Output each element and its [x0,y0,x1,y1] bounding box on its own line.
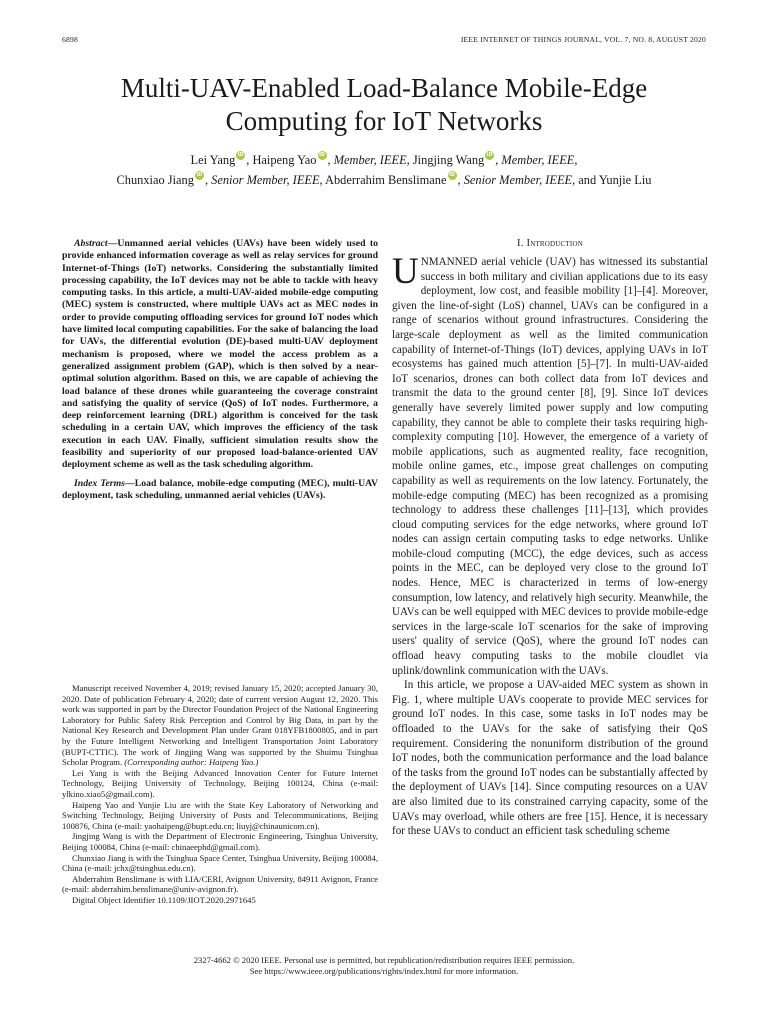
title-line-2: Computing for IoT Networks [225,106,543,136]
orcid-icon[interactable] [485,151,494,160]
section-title: Introduction [526,238,583,249]
author-line-2 [40,170,728,190]
left-column [62,238,378,512]
journal-name: IEEE INTERNET OF THINGS JOURNAL, VOL. 7, NO. 8, AUGUST 2020 [460,35,706,44]
paper-title [40,72,728,138]
section-heading [392,238,708,249]
orcid-icon[interactable] [236,151,245,160]
copyright-line: 2327-4662 © 2020 IEEE. Personal use is permitted, but republication/redistribution requires IEEE permission. [193,955,575,965]
footnote-affiliation: Lei Yang is with the Beijing Advanced Innovation Center for Future Internet Technology, Beijing University of Technology, Beijing 100124, China (e-mail: ylkino.xiao5@gmail.com). [62,767,378,799]
right-column [392,238,708,839]
index-terms-label: Index Terms [74,477,125,489]
running-header [62,35,706,47]
author-role: , Senior Member, IEEE [204,173,320,187]
author-name: , and Yunjie Liu [572,173,652,187]
rights-link-line: See https://www.ieee.org/publications/rights/index.html for more information. [249,966,519,976]
intro-paragraph-2: In this article, we propose a UAV-aided MEC system as shown in Fig. 1, where multiple UAVs cooperate to provide MEC services for ground IoT nodes. In this case, some tasks in IoT nodes may be offloaded to the UAVs for the sake of satisfying their QoS requirement. Considering the nonuniform distribution of the ground IoT nodes, both the communication performance and the load balance of the tasks from the ground IoT nodes can be substantially affected by the deployment of UAVs [14]. Since computing resources on a UAV are also limited due to its constrained carrying capacity, some of the UAVs may overload, while others are free [15]. Hence, it is necessary for these UAVs to conduct an efficient task scheduling scheme [392,679,708,838]
footnote-doi: Digital Object Identifier 10.1109/JIOT.2020.2971645 [72,894,256,905]
author-name: Chunxiao Jiang [116,173,194,187]
paragraph-text: aerial vehicle (UAV) has witnessed its substantial success in both military and civilian applications due to its easy deployment, low cost, and feasible mobility [1]–[4]. Moreover, given the line-of-sight (LoS) channel, UAVs can be configured in a range of scenarios without ground infrastructures. Considering the large-scale deployment as well as the limited communication capability of Internet-of-Things (IoT) devices, applying UAVs in IoT ecosystems has gained much attention [5]–[7]. In multi-UAV-aided IoT scenarios, drones can both collect data from IoT devices and transmit the data to the ground center [8], [9]. Since IoT devices generally have severely limited power supply and low computing capability, they cannot be able to complete their tasks requiring high-complexity computing [10]. However, the emergence of a variety of mobile applications, such as augmented reality, face recognition, mobile online games, etc., impose great challenges on computing capability as well as requirements on the low latency. Fortunately, the mobile-edge computing (MEC) has been recognized as a promising technology to address these challenges [11]–[13], which provides cloud computing services for the edge networks, where ground IoT nodes can assign certain computing tasks to edge networks. Unlike mobile-cloud computing (MCC), the edge devices, such as access points in the MEC, can be deployed very close to the ground IoT nodes. Hence, MEC is characterized in terms of low-energy consumption, low latency, and relatively high security. Meanwhile, the UAVs can be well equipped with MEC devices to provide mobile-edge services in the large-scale IoT scenarios for the sake of improving users' quality of service (QoS), where the ground IoT nodes can offload heavy computing tasks to the mobile cloudlet via uplink/downlink communication with the UAVs. [392,256,708,677]
footnote-manuscript [62,683,378,768]
author-list [40,150,728,190]
section-number: I. [517,238,527,249]
author-name: , Haipeng Yao [246,153,317,167]
abstract-text: —Unmanned aerial vehicles (UAVs) have been widely used to provide enhanced information coverage as well as relay services for ground Internet-of-Things (IoT) networks. Considering the substantially limited processing capability, the IoT devices may not be able to tackle with heavy computing tasks. In this article, a multi-UAV-aided mobile-edge computing (MEC) system is constructed, where multiple UAVs act as MEC nodes in order to provide computing offloading services for ground IoT nodes which have limited local computing capabilities. For the sake of balancing the load for UAVs, the differential evolution (DE)-based multi-UAV deployment mechanism is proposed, where we model the access problem as a generalized assignment problem (GAP), which is then solved by a near-optimal solution algorithm. Based on this, we are capable of achieving the load balance of these drones while guaranteeing the coverage constraint and satisfying the quality of service (QoS) of IoT nodes. Furthermore, a deep reinforcement learning (DRL) algorithm is conceived for the task scheduling in a certain UAV, which improves the efficiency of the task execution in each UAV. Finally, sufficient simulation results show the feasibility and superiority of our proposed load-balance-oriented UAV deployment scheme as well as the task scheduling algorithm. [62,238,378,471]
author-role: , Member, IEEE [327,153,407,167]
footnote-affiliation: Haipeng Yao and Yunjie Liu are with the State Key Laboratory of Networking and Switching Technology, Beijing University of Posts and Telecommunications, Beijing 100876, China (e-mail: yaohaipeng@bupt.edu.cn; liuyj@chinaunicom.cn). [62,799,378,831]
footnote-text: Manuscript received November 4, 2019; revised January 15, 2020; accepted January 30, 2020. Date of publication February 4, 2020; date of current version August 12, 2020. This work was supported in part by the Director Foundation Project of the National Engineering Laboratory for Public Safety Risk Perception and Control by Big Data, in part by the National Key Research and Development Plan under Grant 018YFB1800805, and in part by the Future Intelligent Networking and Intelligent Transportation Joint Laboratory (BUPT-CTTIC). The work of Jingjing Wang was supported by the Shuimu Tsinghua Scholar Program. [62,683,378,768]
orcid-icon[interactable] [318,151,327,160]
abstract [62,238,378,472]
author-name: Lei Yang [190,153,236,167]
drop-cap: U [392,251,419,292]
orcid-icon[interactable] [195,171,204,180]
author-role: , Member, IEEE, [495,153,578,167]
footnote-affiliation: Chunxiao Jiang is with the Tsinghua Space Center, Tsinghua University, Beijing 100084, China (e-mail: jchx@tsinghua.edu.cn). [62,852,378,874]
author-name: , Abderrahim Benslimane [319,173,447,187]
author-line-1 [40,150,728,170]
corresponding-author: (Corresponding author: Haipeng Yao.) [124,757,259,768]
page-number: 6898 [62,35,78,44]
copyright-footer [40,955,728,977]
index-terms [62,478,378,503]
title-line-1: Multi-UAV-Enabled Load-Balance Mobile-Edge [120,73,648,103]
footnote-affiliation: Jingjing Wang is with the Department of Electronic Engineering, Tsinghua University, Beijing 100084, China (e-mail: chinaeephd@gmail.com). [62,831,378,852]
footnotes [62,683,378,905]
footnote-affiliation: Abderrahim Benslimane is with LIA/CERI, Avignon University, 84911 Avignon, France (e-mail: abderrahim.benslimane@univ-avignon.fr). [62,873,378,895]
author-name: , Jingjing Wang [406,153,485,167]
intro-paragraph-1 [392,251,708,678]
abstract-label: Abstract [74,238,108,249]
index-terms-text: —Load balance, mobile-edge computing (MEC), multi-UAV deployment, task scheduling, unmanned aerial vehicles (UAVs). [62,477,379,501]
orcid-icon[interactable] [448,171,457,180]
author-role: , Senior Member, IEEE [457,173,573,187]
lead-word: NMANNED [420,256,478,268]
